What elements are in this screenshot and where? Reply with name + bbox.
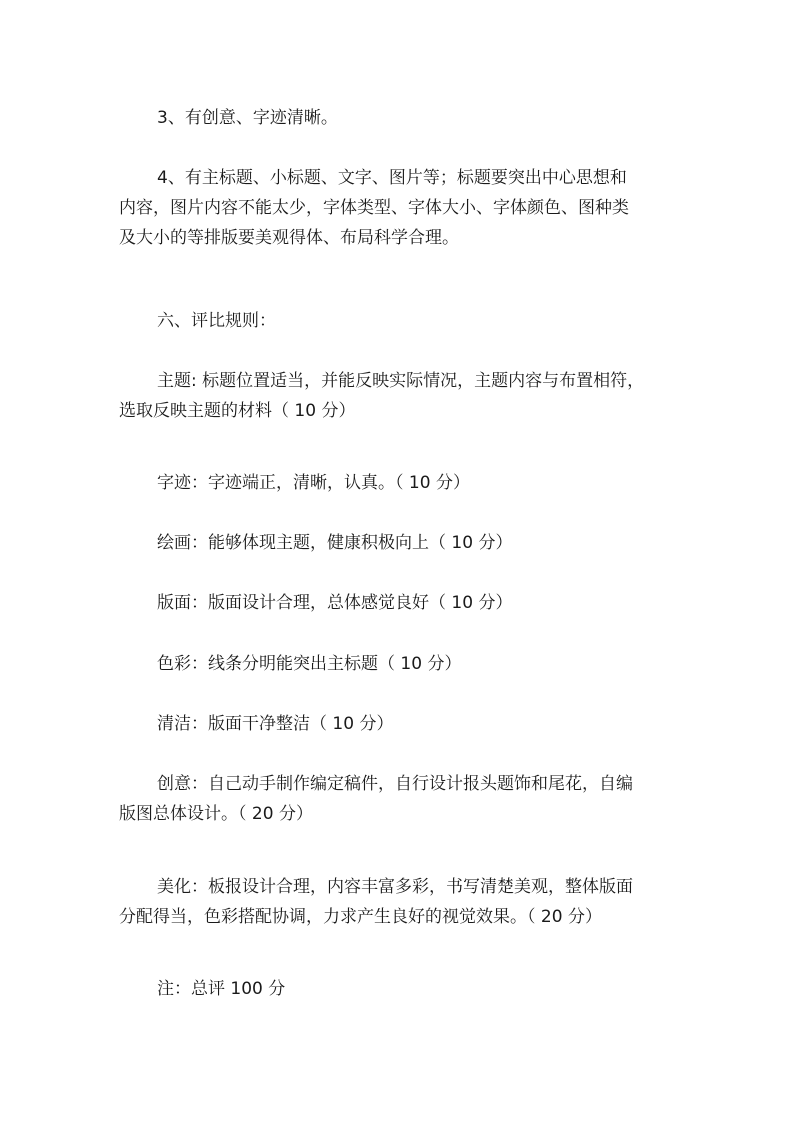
rule-drawing: [119, 528, 684, 558]
note-total-score: [119, 974, 684, 1004]
text-line: 版面：版面设计合理，总体感觉良好（ 10 分）: [157, 593, 513, 613]
rule-creativity: [119, 769, 684, 829]
rule-layout: [119, 588, 684, 618]
text-line: 选取反映主题的材料（ 10 分）: [119, 401, 356, 421]
section-heading-rules: [119, 306, 684, 336]
text-line: 版图总体设计。（ 20 分）: [119, 804, 313, 824]
text-line: 内容，图片内容不能太少，字体类型、字体大小、字体颜色、图种类: [119, 198, 629, 218]
text-line: 色彩：线条分明能突出主标题（ 10 分）: [157, 654, 462, 674]
text-line: 及大小的等排版要美观得体、布局科学合理。: [119, 228, 459, 248]
text-line: 主题: 标题位置适当，并能反映实际情况，主题内容与布置相符，: [157, 371, 645, 391]
paragraph-item-3: [119, 103, 684, 133]
text-line: 绘画：能够体现主题，健康积极向上（ 10 分）: [157, 533, 513, 553]
rule-beautification: [119, 872, 684, 932]
text-line: 六、评比规则：: [157, 311, 276, 331]
text-line: 分配得当，色彩搭配协调，力求产生良好的视觉效果。（ 20 分）: [119, 907, 602, 927]
paragraph-item-4: [119, 163, 684, 253]
rule-handwriting: [119, 468, 684, 498]
text-line: 注：总评 100 分: [157, 979, 286, 999]
text-line: 字迹：字迹端正，清晰，认真。（ 10 分）: [157, 473, 470, 493]
rule-color: [119, 649, 684, 679]
text-line: 创意：自己动手制作编定稿件，自行设计报头题饰和尾花，自编: [157, 774, 633, 794]
rule-theme: [119, 366, 684, 426]
text-line: 3、有创意、字迹清晰。: [157, 108, 338, 128]
rule-cleanliness: [119, 709, 684, 739]
text-line: 清洁：版面干净整洁（ 10 分）: [157, 714, 394, 734]
text-line: 美化：板报设计合理，内容丰富多彩，书写清楚美观，整体版面: [157, 877, 633, 897]
text-line: 4、有主标题、小标题、文字、图片等；标题要突出中心思想和: [157, 168, 627, 188]
